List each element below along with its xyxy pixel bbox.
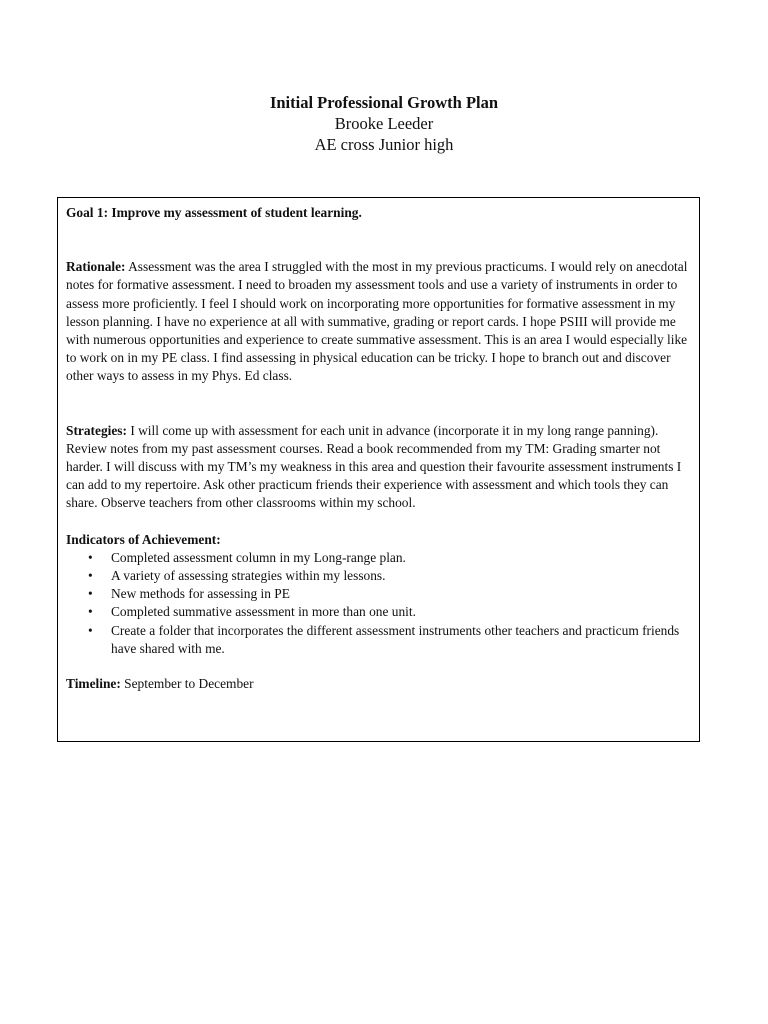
indicators-list (66, 549, 691, 658)
bullet-icon: • (88, 604, 93, 620)
goal-box (57, 197, 700, 742)
indicator-text: Create a folder that incorporates the different assessment instruments other teachers and practicum friends have shared with me. (111, 622, 680, 656)
list-item (66, 603, 691, 621)
list-item (66, 549, 691, 567)
strategies-label: Strategies: (66, 422, 127, 438)
indicators-label: Indicators of Achievement: (66, 531, 221, 547)
document-title: Initial Professional Growth Plan (269, 93, 499, 112)
timeline-text: September to December (120, 676, 254, 692)
bullet-icon: • (88, 568, 93, 584)
indicator-text: Completed summative assessment in more than one unit. (111, 604, 416, 620)
document-header (0, 92, 768, 155)
timeline-label: Timeline: (66, 676, 121, 692)
author-name: Brooke Leeder (334, 114, 434, 133)
list-item (66, 585, 691, 603)
rationale-paragraph (66, 258, 691, 385)
bullet-icon: • (88, 549, 93, 565)
rationale-text: Assessment was the area I struggled with the most in my previous practicums. I would rely on anecdotal notes for formative assessment. I need to broaden my assessment tools and use a variety of instruments in order to assess more proficiently. I feel I should work on incorporating more opportunities for formative assessment in my lesson planning. I have no experience at all with summative, grading or report cards. I hope PSIII will provide me with numerous opportunities and experience to create summative assessment. This is an area I would especially like to work on in my PE class. I find assessing in physical education can be tricky. I hope to branch out and discover other ways to assess in my Phys. Ed class. (66, 259, 688, 384)
placement-name: AE cross Junior high (314, 135, 454, 154)
indicator-text: New methods for assessing in PE (111, 586, 290, 602)
bullet-icon: • (88, 586, 93, 602)
list-item (66, 622, 691, 658)
list-item (66, 567, 691, 585)
goal-title: Goal 1: Improve my assessment of student learning. (66, 205, 362, 220)
indicator-text: A variety of assessing strategies within my lessons. (111, 568, 386, 584)
strategies-paragraph (66, 422, 691, 513)
timeline-paragraph (66, 675, 691, 693)
indicator-text: Completed assessment column in my Long-range plan. (111, 549, 406, 565)
strategies-text: I will come up with assessment for each unit in advance (incorporate it in my long range panning). Review notes from my past assessment courses. Read a book recommended from my TM: Grading smarter not harder. I will discuss with my TM’s my weakness in this area and question their favourite assessment instruments I can add to my repertoire. Ask other practicum friends their experience with assessment and which tools they can share. Observe teachers from other classrooms within my school. (66, 422, 682, 511)
rationale-label: Rationale: (66, 259, 126, 275)
bullet-icon: • (88, 622, 93, 638)
